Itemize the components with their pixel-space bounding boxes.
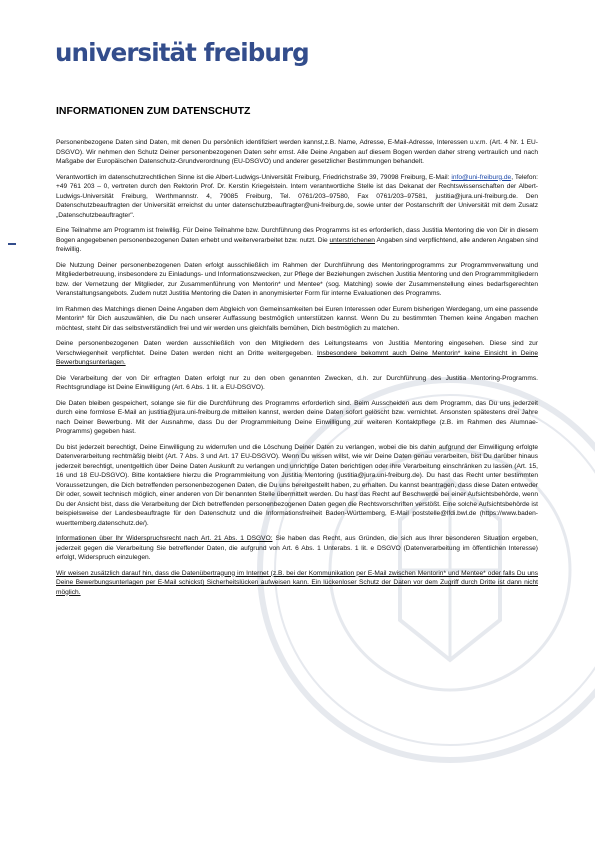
access-underlined: Insbesondere bekommt auch Deine Mentorin* keine Einsicht in Deine Bewerbungsunterlagen.: [56, 349, 538, 366]
paragraph-participation: [56, 226, 538, 255]
paragraph-legal-basis: Die Verarbeitung der von Dir erfragten Daten erfolgt nur zu den oben genannten Zwecken, d.h. zur Durchführung des Justitia Mentoring-Programms. Rechtsgrundlage ist Deine Einwilligung (Art. 6 Abs. 1 lit. a EU-DSGVO).: [56, 374, 538, 391]
paragraph-controller: [56, 173, 538, 221]
participation-text-end: Angaben sind verpflichtend, alle anderen Angaben sind freiwillig.: [56, 236, 538, 253]
page-title: INFORMATIONEN ZUM DATENSCHUTZ: [56, 105, 251, 117]
paragraph-objection: [56, 534, 538, 563]
controller-text-end: , Telefon: +49 761 203 – 0, vertreten durch den Rektorin Prof. Dr. Kerstin Kriegelstein. Intern verantwortliche Stelle ist das Dekanat der Rechtswissenschaften der Albert-Ludwigs-Universität Freiburg, Werthmannstr. 4, 79085 Freiburg, Tel. 0761/203–97580, Fax 0761/203–97581, justitia@jura.uni-freiburg.de. Den Datenschutzbeauftragten der Universität erreichst du unter datenschutzbeauftragter@uni-freiburg.de, sowie unter der Postanschrift der Universität mit dem Zusatz „Datenschutzbeauftragter".: [56, 173, 538, 219]
paragraph-rights: Du bist jederzeit berechtigt, Deine Einwilligung zu widerrufen und die Löschung Deiner Daten zu verlangen, wobei die bis dahin aufgrund der Einwilligung erfolgte Datenverarbeitung rechtmäßig bleibt (Art. 7 Abs. 3 und Art. 17 EU-DSGVO). Wenn Du wissen willst, wie wir Deine Daten genau verarbeiten, bist Du darüber hinaus jederzeit berechtigt, unentgeltlich über Deine Daten Auskunft zu verlangen und unrichtige Daten berichtigen oder ihre Verarbeitung einschränken zu lassen (Art. 15, 16 und 18 EU-DSGVO). Bitte kontaktiere hierzu die Programmleitung von Justitia Mentoring (justitia@jura.uni-freiburg.de). Du hast das Recht unter bestimmten Voraussetzungen, die Dich betreffenden personenbezogenen Daten, die Du uns bereitgestellt haben, zu erhalten. Du kannst beantragen, dass diese Daten entweder Dir oder, soweit technisch möglich, einer anderen von Dir benannten Stelle übermittelt werden. Du hast das Recht auf Beschwerde bei einer Aufsichtsbehörde, wenn Du der Ansicht bist, dass die Verarbeitung der Dich betreffenden personenbezogenen Daten gegen die Rechtsvorschriften verstößt. Eine solche Aufsichtsbehörde ist beispielsweise der Landesbeauftragte für den Datenschutz und die Informationsfreiheit Baden-Württemberg, E-Mail poststelle@lfdi.bwl.de (https://www.baden-wuerttemberg.datenschutz.de/).: [56, 443, 538, 527]
university-logo: universität freiburg: [55, 38, 309, 67]
controller-email-link[interactable]: info@uni-freiburg.de: [451, 173, 512, 181]
controller-text-start: Verantwortlich im datenschutzrechtlichen Sinne ist die Albert-Ludwigs-Universität Freiburg, Friedrichstraße 39, 79098 Freiburg, E-Mail:: [56, 173, 452, 181]
objection-underlined: Informationen über Ihr Widerspruchsrecht nach Art. 21 Abs. 1 DSGVO:: [56, 535, 273, 542]
paragraph-usage: Die Nutzung Deiner personenbezogenen Daten erfolgt ausschließlich im Rahmen der Durchführung des Mentoringprogramms zur Programmverwaltung und Mitgliederbetreuung, insbesondere zu Einladungs- und Informationszwecken, zur Pflege der Beziehungen zwischen Justitia Mentoring und den Programmmitgliedern bzw. der Vernetzung der Mitglieder, zur Zusammenführung von Mentorin* und Mentee* (sog. Matching) sowie der Zusammenstellung eines bedarfsgerechten Veranstaltungsangebots. Zudem nutzt Justitia Mentoring die Daten in anonymisierter Form für interne Evaluationen des Programms.: [56, 261, 538, 297]
margin-mark: [8, 243, 16, 245]
paragraph-retention: Die Daten bleiben gespeichert, solange sie für die Durchführung des Programms erforderlich sind. Beim Ausscheiden aus dem Programm, das Du uns jederzeit durch eine formlose E-Mail an justitia@jura.uni-freiburg.de mitteilen kannst, werden deine Daten sofort gelöscht bzw. vernichtet. Ansonsten spätestens drei Jahre nach Deiner Bewerbung. Mit der Ausnahme, dass Du der Programmleitung Deine Einwilligung zur weiteren Kontaktpflege (z.B. im Rahmen des Alumnae-Programms) gegeben hast.: [56, 399, 538, 435]
paragraph-definition: Personenbezogene Daten sind Daten, mit denen Du persönlich identifiziert werden kannst,z.B. Name, Adresse, E-Mail-Adresse, Interessen u.v.m. (Art. 4 Nr. 1 EU-DSGVO). Wir nehmen den Schutz Deiner personenbezogenen Daten sehr ernst. Alle Deine Angaben auf diesem Bogen werden daher streng vertraulich und nach Maßgabe der Europäischen Datenschutz-Grundverordnung (EU-DSGVO) und anderer gesetzlicher Bestimmungen behandelt.: [56, 139, 538, 165]
access-text: Deine personenbezogenen Daten werden ausschließlich von den Mitgliedern des Leitungsteams von Justitia Mentoring eingesehen. Diese sind zur Verschwiegenheit verpflichtet. Deine Daten werden nicht an Dritte weitergegeben.: [56, 340, 538, 357]
participation-underlined: unterstrichenen: [329, 236, 375, 244]
paragraph-access: [56, 339, 538, 368]
paragraph-matching: Im Rahmen des Matchings dienen Deine Angaben dem Abgleich von Gemeinsamkeiten bei Euren Interessen oder Eurem bisherigen Werdegang, um eine passende Mentorin* für Dich auszuwählen, die Du nach unserer Auffassung bestmöglich unterstützen kannst. Wenn Du zu bestimmten Themen keine Angaben machen möchtest, steht Dir das selbstverständlich frei und wir werden uns gleichfalls bemühen, Dich bestmöglich zu matchen.: [56, 305, 538, 332]
participation-text-start: Eine Teilnahme am Programm ist freiwillig. Für Deine Teilnahme bzw. Durchführung des Programms ist es erforderlich, dass Justitia Mentoring die von Dir in diesem Bogen angegebenen personenbezogenen Daten erhebt und weiterverarbeitet bzw. nutzt. Die: [56, 227, 538, 244]
security-underlined: Wir weisen zusätzlich darauf hin, dass die Datenübertragung im Internet (z.B. bei der Kommunikation per E-Mail zwischen Mentorin* und Mentee* oder falls Du uns Deine Bewerbungsunterlagen per E-Mail schickst) Sicherheitslücken aufweisen kann. Ein lückenloser Schutz der Daten vor dem Zugriff durch Dritte ist dann nicht möglich.: [56, 569, 538, 596]
document-body: [56, 138, 538, 603]
objection-text: Sie haben das Recht, aus Gründen, die sich aus Ihrer besonderen Situation ergeben, jederzeit gegen die Verarbeitung Sie betreffender Daten, die aufgrund von Art. 6 Abs. 1 Unterabs. 1 lit. e DSGVO (Datenverarbeitung im öffentlichen Interesse) erfolgt, Widerspruch einzulegen.: [56, 535, 538, 561]
paragraph-security-notice: [56, 569, 538, 598]
